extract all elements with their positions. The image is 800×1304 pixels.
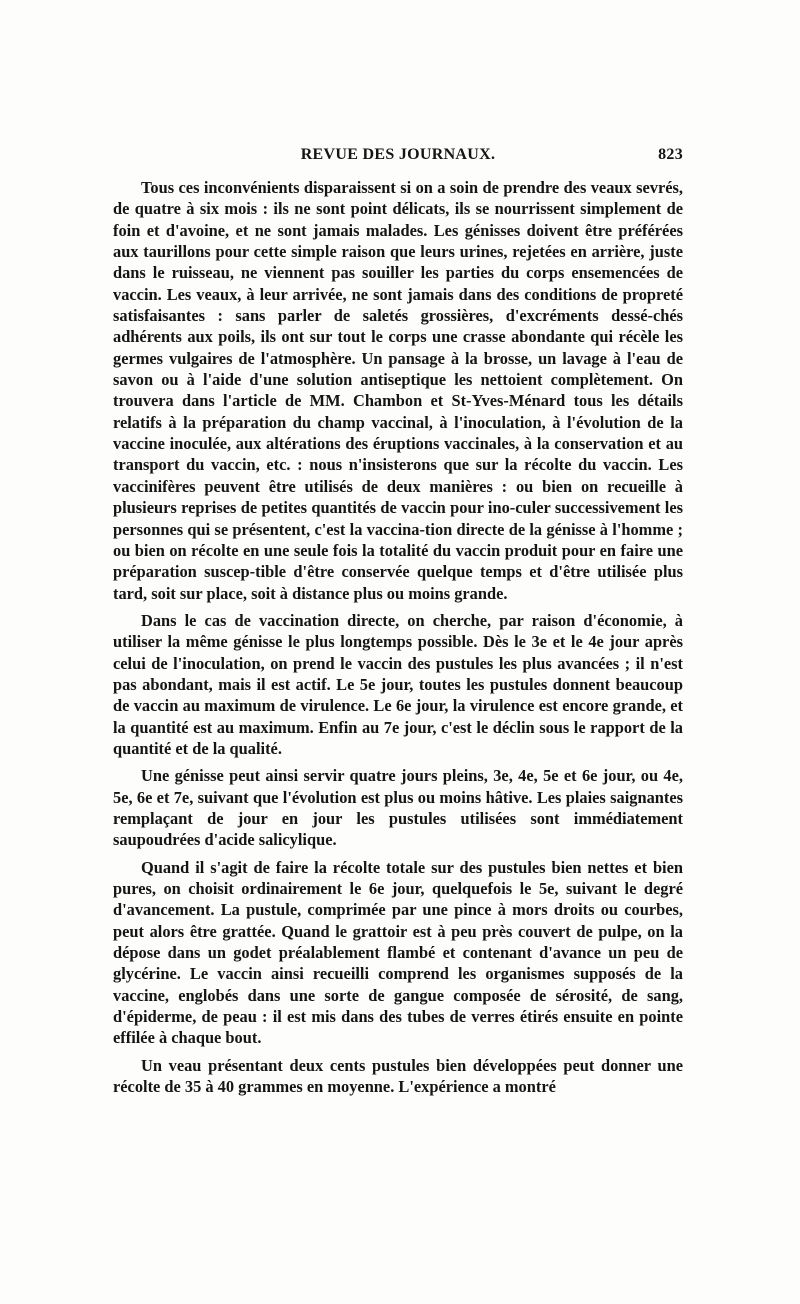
- running-header: [113, 146, 683, 168]
- paragraph-vaccine-calves: Tous ces inconvénients disparaissent si on a soin de prendre des veaux sevrés, de quatre à six mois : ils ne sont point délicats, ils se nourrissent simplement de foin et d'avoine, et ne sont jamais malades. Les génisses doivent être préférées aux taurillons pour cette simple raison que leurs urines, rejetées en arrière, juste dans le ruisseau, ne viennent pas souiller les parties du corps ensemencées de vaccin. Les veaux, à leur arrivée, ne sont jamais dans des conditions de propreté satisfaisantes : sans parler de saletés grossières, d'excréments dessé-chés adhérents aux poils, ils ont sur tout le corps une crasse abondante qui récèle les germes vulgaires de l'atmosphère. Un pansage à la brosse, un lavage à l'eau de savon ou à l'aide d'une solution antiseptique les nettoient complètement. On trouvera dans l'article de MM. Chambon et St-Yves-Ménard tous les détails relatifs à la préparation du champ vaccinal, à l'inoculation, à l'évolution de la vaccine inoculée, aux altérations des éruptions vaccinales, à la conservation et au transport du vaccin, etc. : nous n'insisterons que sur la récolte du vaccin. Les vaccinifères peuvent être utilisés de deux manières : ou bien on recueille à plusieurs reprises de petites quantités de vaccin pour ino-culer successivement les personnes qui se présentent, c'est la vaccina-tion directe de la génisse à l'homme ; ou bien on récolte en une seule fois la totalité du vaccin produit pour en faire une préparation suscep-tible d'être conservée quelque temps et d'être utilisée plus tard, soit sur place, soit à distance plus ou moins grande.: [113, 178, 683, 603]
- body-text: [113, 177, 683, 1097]
- paragraph-heifer-days: Une génisse peut ainsi servir quatre jours pleins, 3e, 4e, 5e et 6e jour, ou 4e, 5e, 6e et 7e, suivant que l'évolution est plus ou moins hâtive. Les plaies saignantes remplaçant de jour en jour les pustules utilisées sont immédiatement saupoudrées d'acide salicylique.: [113, 766, 683, 850]
- paragraph-direct-vaccination: Dans le cas de vaccination directe, on cherche, par raison d'économie, à utiliser la même génisse le plus longtemps possible. Dès le 3e et le 4e jour après celui de l'inoculation, on prend le vaccin des pustules les plus avancées ; il n'est pas abondant, mais il est actif. Le 5e jour, toutes les pustules donnent beaucoup de vaccin au maximum de virulence. Le 6e jour, la virulence est encore grande, et la quantité est au maximum. Enfin au 7e jour, c'est le déclin sous le rapport de la quantité et de la qualité.: [113, 610, 683, 758]
- paragraph-yield: Un veau présentant deux cents pustules bien développées peut donner une récolte de 35 à 40 grammes en moyenne. L'expérience a montré: [113, 1055, 683, 1097]
- page-number: 823: [658, 146, 683, 163]
- running-title: REVUE DES JOURNAUX.: [300, 146, 496, 163]
- paragraph-total-harvest: Quand il s'agit de faire la récolte totale sur des pustules bien nettes et bien pures, on choisit ordinairement le 6e jour, quelquefois le 5e, suivant le degré d'avancement. La pustule, comprimée par une pince à mors droits ou courbes, peut alors être grattée. Quand le grattoir est à peu près couvert de pulpe, on la dépose dans un godet préalablement flambé et contenant d'avance un peu de glycérine. Le vaccin ainsi recueilli comprend les organismes supposés de la vaccine, englobés dans une sorte de gangue composée de sérosité, de sang, d'épiderme, de peau : il est mis dans des tubes de verres étirés ensuite en pointe effilée à chaque bout.: [113, 857, 683, 1048]
